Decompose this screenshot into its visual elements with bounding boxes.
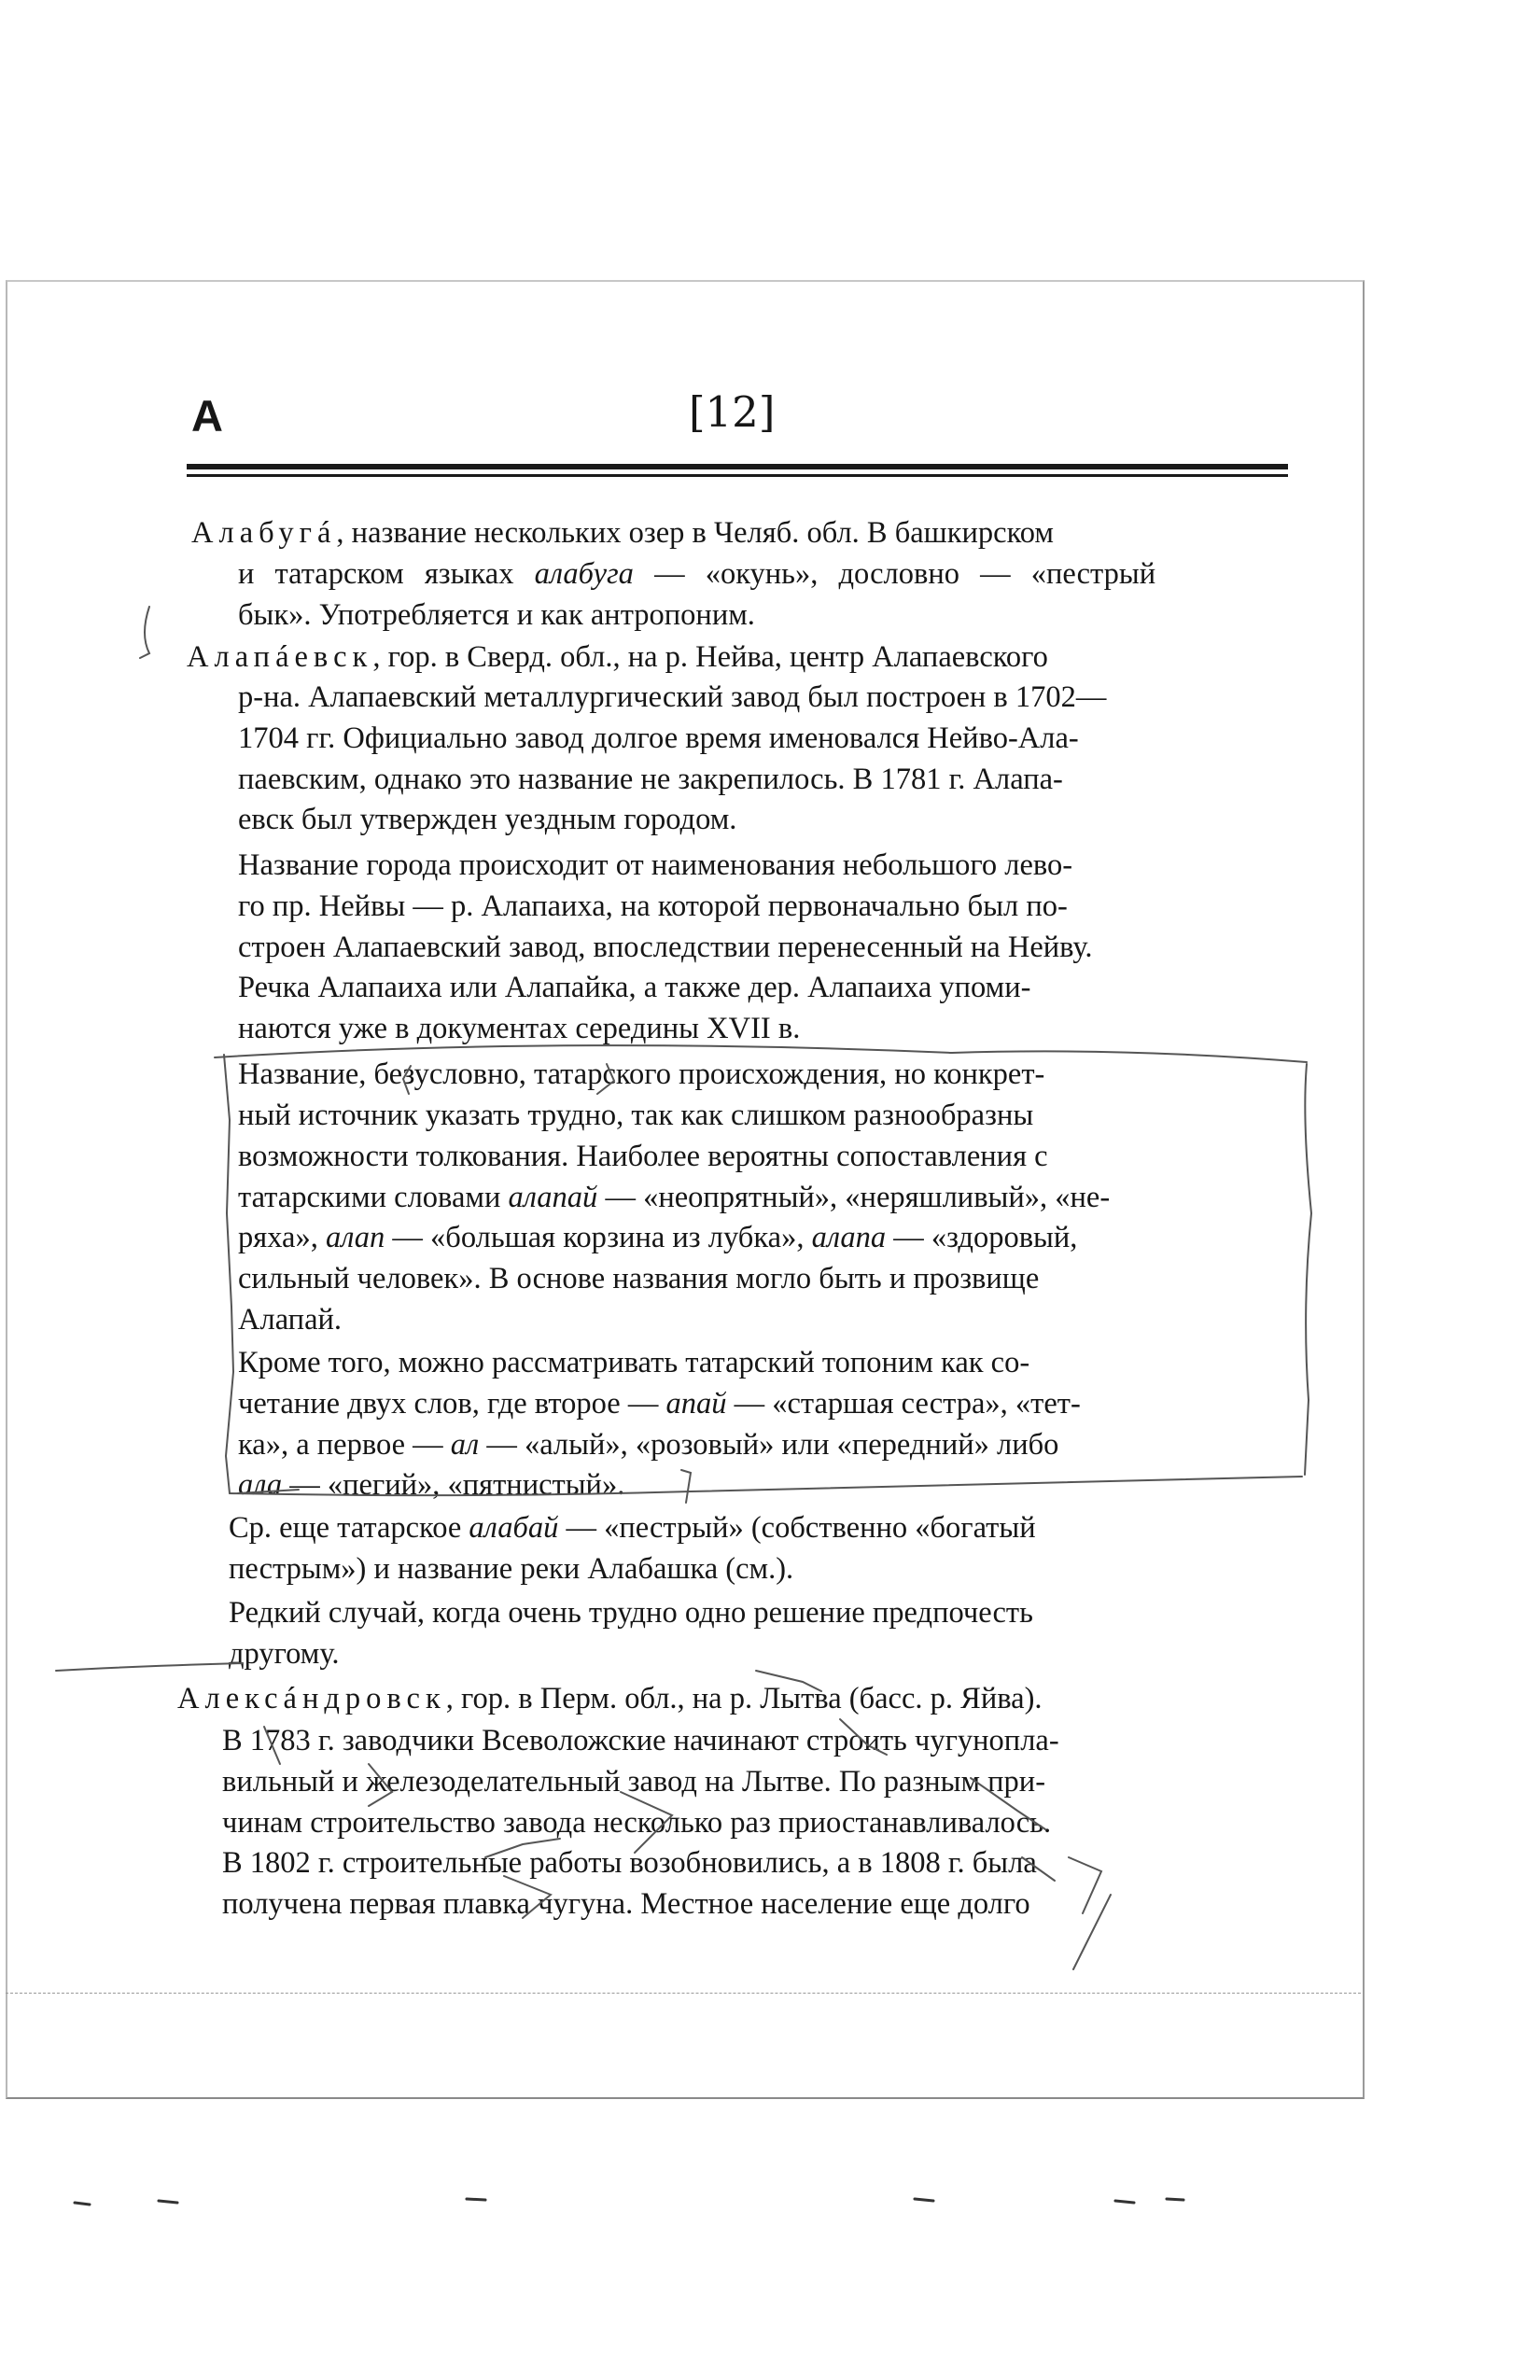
term-alabai: алабай [469,1511,559,1545]
entry-alapaevsk-para4-line-4: ала — «пегий», «пятнистый». [238,1468,625,1502]
entry-alapaevsk-para4-line-2: четание двух слов, где второе — апай — «старшая сестра», «тет- [238,1387,1081,1421]
term-alap: алап [325,1221,385,1254]
entry-aleksandrovsk-line-5: В 1802 г. строительные работы возобновились, а в 1808 г. была [222,1846,1037,1880]
entry-alapaevsk-para6-line-2: другому. [229,1637,340,1671]
entry-alapaevsk-para2-line-1: Название города происходит от наименования небольшого лево- [238,848,1073,882]
term-alabuga: алабуга [534,557,634,591]
entry-alapaevsk-para3-line-4: татарскими словами алапай — «неопрятный», «неряшливый», «не- [238,1181,1111,1214]
page-number: [12] [689,387,776,437]
entry-alabuga-line-2: и татарском языках алабуга — «окунь», дословно — «пестрый [238,557,1156,591]
entry-aleksandrovsk-line-1: Алексáндровск, гор. в Перм. обл., на р. Лытва (басс. р. Яйва). [177,1682,1043,1715]
term-al: ал [450,1428,480,1462]
entry-alapaevsk-para2-line-3: строен Алапаевский завод, впоследствии перенесенный на Нейву. [238,931,1093,964]
entry-alapaevsk-para3-line-5: ряха», алап — «большая корзина из лубка», алапа — «здоровый, [238,1221,1078,1254]
headword-alabuga: Алабугá [191,516,337,550]
entry-alapaevsk-para3-line-7: Алапай. [238,1303,343,1337]
scan-fold-line [6,1993,1361,1994]
term-alapai: алапай [508,1181,598,1214]
entry-alapaevsk-line-1: Алапáевск, гор. в Сверд. обл., на р. Нейва, центр Алапаевского [187,640,1048,674]
entry-alapaevsk-para3-line-6: сильный человек». В основе названия могло быть и прозвище [238,1262,1040,1295]
entry-alapaevsk-para3-line-3: возможности толкования. Наиболее вероятны сопоставления с [238,1140,1048,1173]
headword-alapaevsk: Алапáевск [187,640,373,674]
entry-aleksandrovsk-line-6: получена первая плавка чугуна. Местное население еще долго [222,1887,1030,1921]
entry-alapaevsk-line-3: 1704 гг. Официально завод долгое время именовался Нейво-Ала- [238,721,1079,755]
entry-alapaevsk-para3-line-1: Название, безусловно, татарского происхождения, но конкрет- [238,1057,1045,1091]
term-alapa: алапа [811,1221,887,1254]
header-rule-thick [187,464,1288,469]
entry-aleksandrovsk-line-2: В 1783 г. заводчики Всеволожские начинают строить чугунопла- [222,1724,1059,1757]
headword-aleksandrovsk: Алексáндровск [177,1682,446,1715]
entry-aleksandrovsk-line-3: вильный и железоделательный завод на Лытве. По разным при- [222,1765,1046,1799]
term-apai: апай [665,1387,727,1421]
entry-alapaevsk-para3-line-2: ный источник указать трудно, так как слишком разнообразны [238,1099,1034,1132]
entry-alapaevsk-line-4: паевским, однако это название не закрепилось. В 1781 г. Алапа- [238,763,1063,796]
section-letter: А [191,391,223,441]
entry-alapaevsk-para5-line-1: Ср. еще татарское алабай — «пестрый» (собственно «богатый [229,1511,1036,1545]
entry-alapaevsk-line-5: евск был утвержден уездным городом. [238,803,737,836]
entry-alapaevsk-para2-line-5: наются уже в документах середины XVII в. [238,1012,801,1045]
entry-alapaevsk-para2-line-4: Речка Алапаиха или Алапайка, а также дер. Алапаиха упоми- [238,971,1031,1004]
entry-alapaevsk-line-2: р-на. Алапаевский металлургический завод был построен в 1702— [238,680,1107,714]
entry-alapaevsk-para4-line-1: Кроме того, можно рассматривать татарский топоним как со- [238,1346,1030,1379]
entry-aleksandrovsk-line-4: чинам строительство завода несколько раз приостанавливалось. [222,1806,1052,1840]
entry-alapaevsk-para4-line-3: ка», а первое — ал — «алый», «розовый» или «передний» либо [238,1428,1059,1462]
entry-alapaevsk-para6-line-1: Редкий случай, когда очень трудно одно решение предпочесть [229,1596,1033,1630]
header-rule-thin [187,474,1288,477]
entry-alabuga-line-1: Алабугá, название нескольких озер в Челяб. обл. В башкирском [191,516,1054,550]
scan-specks [75,2199,1183,2205]
term-ala: ала [238,1468,283,1502]
entry-alabuga-line-3: бык». Употребляется и как антропоним. [238,598,755,632]
entry-alapaevsk-para5-line-2: пестрым») и название реки Алабашка (см.). [229,1552,794,1586]
entry-alapaevsk-para2-line-2: го пр. Нейвы — р. Алапаиха, на которой первоначально был по- [238,889,1068,923]
